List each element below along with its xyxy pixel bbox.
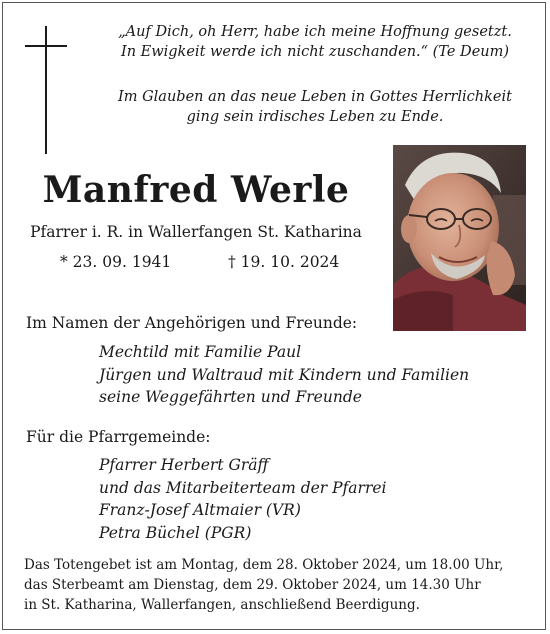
death-date: † 19. 10. 2024 (228, 253, 340, 271)
deceased-name: Manfred Werle (42, 169, 350, 211)
notice-line: in St. Katharina, Wallerfangen, anschließend Beerdigung. (24, 597, 420, 613)
mourner-entry: Pfarrer Herbert Gräff (99, 456, 269, 474)
mourner-entry: seine Weggefährten und Freunde (99, 388, 362, 406)
statement-line: Im Glauben an das neue Leben in Gottes Herrlichkeit (118, 89, 512, 105)
scripture-quote (100, 22, 530, 62)
funeral-notice (24, 555, 503, 615)
cross-horizontal-bar (25, 45, 67, 47)
quote-line: In Ewigkeit werde ich nicht zuschanden.“ (Te Deum) (120, 44, 510, 60)
notice-line: Das Totengebet ist am Montag, dem 28. Oktober 2024, um 18.00 Uhr, (24, 557, 504, 573)
birth-date: * 23. 09. 1941 (60, 253, 172, 271)
mourner-entry: Mechtild mit Familie Paul (99, 343, 302, 361)
mourner-entry: Franz-Josef Altmaier (VR) (99, 501, 301, 519)
portrait-photo (393, 145, 526, 331)
family-mourners-list (99, 341, 469, 409)
notice-line: das Sterbeamt am Dienstag, dem 29. Oktober 2024, um 14.30 Uhr (24, 577, 481, 593)
family-heading: Im Namen der Angehörigen und Freunde: (26, 314, 358, 332)
faith-statement (100, 87, 530, 127)
mourner-entry: und das Mitarbeiterteam der Pfarrei (99, 478, 387, 497)
quote-line: „Auf Dich, oh Herr, habe ich meine Hoffnung gesetzt. (118, 24, 512, 40)
statement-line: ging sein irdisches Leben zu Ende. (186, 109, 444, 125)
parish-heading: Für die Pfarrgemeinde: (26, 428, 211, 446)
deceased-role: Pfarrer i. R. in Wallerfangen St. Katharina (30, 223, 362, 241)
mourner-entry: Petra Büchel (PGR) (99, 523, 252, 542)
parish-mourners-list (99, 454, 386, 544)
mourner-entry: Jürgen und Waltraud mit Kindern und Familien (99, 365, 470, 384)
